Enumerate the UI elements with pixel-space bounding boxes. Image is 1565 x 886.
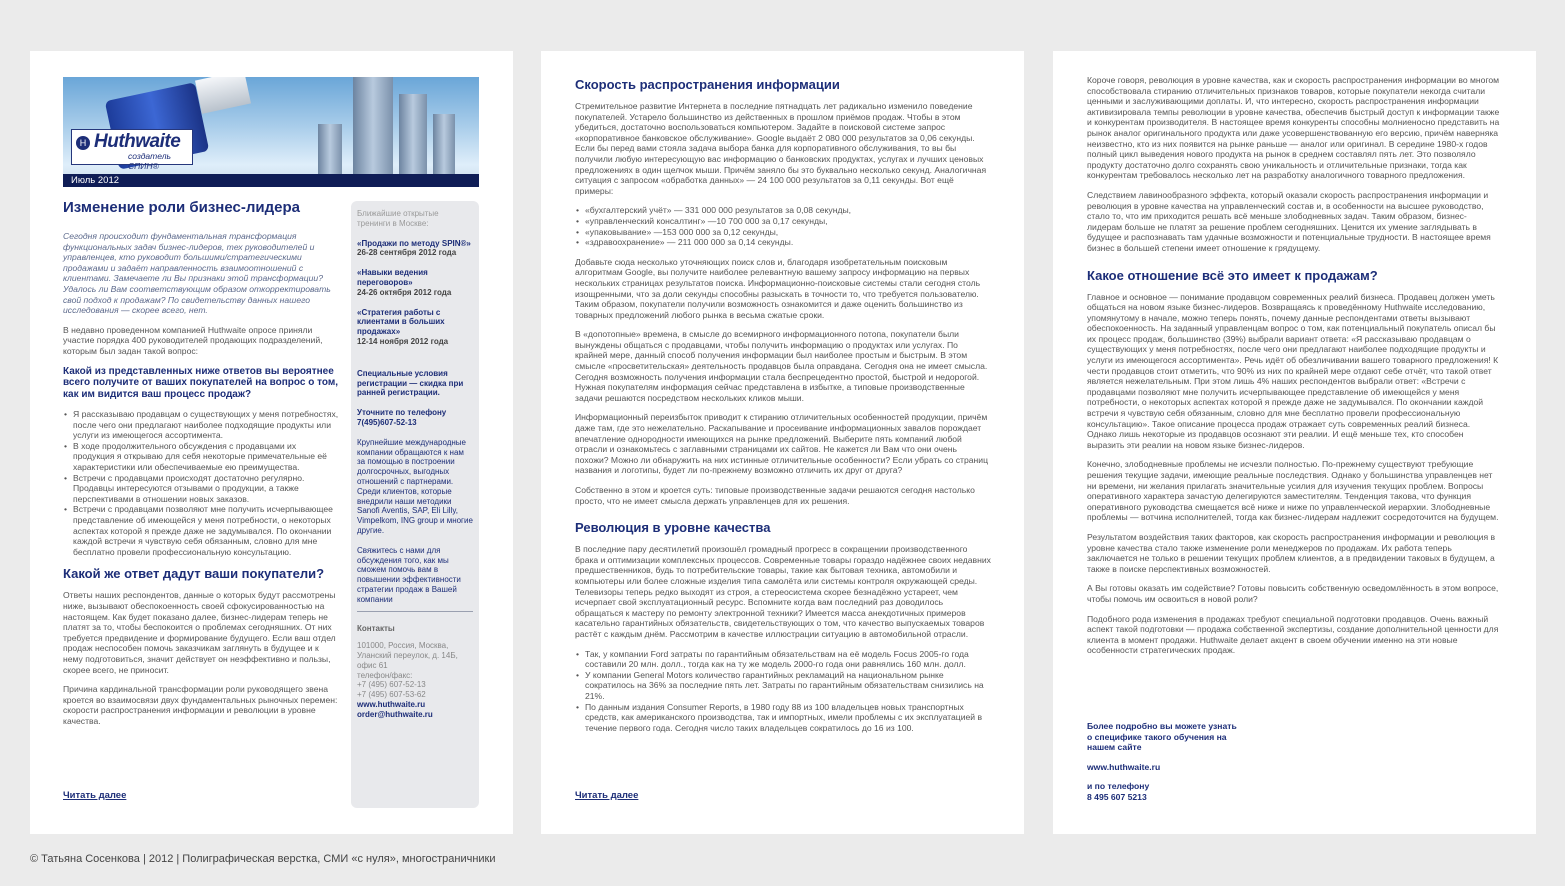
event-item [357, 308, 473, 347]
contact-block [1087, 721, 1237, 812]
newsletter-page-1 [30, 51, 513, 834]
usb-connector-image [195, 77, 251, 114]
main-column [1087, 75, 1501, 665]
list-item: • По данным издания Consumer Reports, в 1980 году 88 из 100 владельцев новых транспортных средств, как американского производства, так и импортных, имели проблемы с их эксплуатацией в течение первого года. Сегодня число таких владельцев сократилось до 16 из 100. [585, 702, 991, 734]
event-name[interactable]: «Стратегия работы с клиентами в больших продажах» [357, 307, 445, 337]
phone-1[interactable]: +7 (495) 607-52-13 [357, 680, 426, 690]
paragraph: Главное и основное — понимание продавцом современных реалий бизнеса. Продавец должен уметь общаться на новом языке бизнес-лидеров. Возвращаясь к проведённому Huthwaite исследованию, упомянутому в начале, можно теперь понять, почему данные респондентами ответы вызывают обеспокоенность. На заданный управленцам вопрос о том, как потенциальный покупатель описал бы их процесс продаж, большинство (39%) выбрали вариант ответа: «Я рассказываю продавцам о существующих у меня потребностях, после чего они предлагают наиболее подходящие продукты и услуги из имеющегося ассортимента». Речь идёт об обезличивании вашего товарного предложения! К чести продавцов стоит отметить, что 90% из них по крайней мере отдают себе отчёт, что такой ответ является нежелательным. При этом лишь 4% наших респондентов выбрали ответ: «Встречи с продавцами позволяют мне получить исчерпывающее представление об имеющейся у меня потребности, о некоторых аспектах которой я прежде даже не задумывался. По окончании каждой встречи я чувствую себя обязанным, словно для мне бесплатно провели профессиональную консультацию». Такое описание процесса продаж отражает суть современных реалий бизнеса. Однако лишь некоторые из продавцов осознают эти реалии. И ещё меньше тех, кто способен выразить эти реалии на новом языке бизнес-лидеров. [1087, 291, 1499, 450]
trainings-sidebar [351, 201, 479, 808]
paragraph: Следствием лавинообразного эффекта, который оказали скорость распространения информации и революция в уровне качества на управленческий состав и, в особенности на высшее руководство, стало то, что им приходится решать всё меньше злободневных задач. Таким образом, бизнес-лидерам больше не платят за решение проблем сегодняшних. Ценится их умение заглядывать в будущее и распознавать там удачные возможности и потенциальные трудности. В настоящее время бизнес в большей степени имеет отношение к грядущему. [1087, 189, 1491, 253]
paragraph: Короче говоря, революция в уровне качества, как и скорость распространения информации во многом способствовала стиранию отличительных признаков товаров, которые покупатели некогда считали ценными и заслуживающими доплаты. И, что интересно, скорость распространения информации активизировала темпы революции в уровне качества, обеспечив быстрый доступ к информации также и конкурентам производителя. В настоящее время конкуренты способны молниеносно представить на рынок аналог оригинального продукта или даже усовершенствованную его версию, причём наверняка неизвестно, кто из них появится на рынке раньше — аналог или оригинал. В середине 1980-х годов полный цикл выведения нового продукта на рынок в среднем составлял пять лет. Это позволяло продукту достаточно долго сохранять свою уникальность и отличительные признаки, тогда как конкурентам требовалось несколько лет на разработку аналогичного товарного предложения. [1087, 75, 1500, 181]
sidebar-intro: Ближайшие открытые тренинги в Москве: [357, 209, 439, 228]
section-heading: Какое отношение всё это имеет к продажам? [1087, 267, 1378, 283]
survey-question: Какой из представленных ниже ответов вы вероятнее всего получите от ваших покупателей на вопрос о том, как им видится ваш процесс продаж? [63, 365, 339, 400]
paragraph: А Вы готовы оказать им содействие? Готовы повысить собственную осведомлённость в этом вопросе, чтобы помочь им освоиться в новой роли? [1087, 583, 1499, 604]
event-date: 24-26 октября 2012 года [357, 287, 452, 297]
event-date: 12-14 ноября 2012 года [357, 336, 449, 346]
paragraph: В недавно проведенном компанией Huthwaite опросе приняли участие порядка 400 руководителей продающих подразделений, которым был задан такой вопрос: [63, 324, 323, 356]
lead-paragraph: Сегодня происходит фундаментальная трансформация функциональных задач бизнес-лидеров, тех руководителей и управленцев, кто руководит большими/стратегическими продажами и задаёт направленность взаимоотношений с клиентами. Замечаете ли Вы признаки этой трансформации? Удалось ли Вам соответствующим образом откорректировать свой подход к продажам? По свидетельству данных нашего исследования — скорее всего, нет. [63, 231, 331, 316]
phone-label: Уточните по телефону [357, 408, 447, 418]
list-item: • У компании General Motors количество гарантийных рекламаций на национальном рынке сократилось на 36% за последние пять лет. Затраты по гарантийным обязательствам снизились на 21%. [585, 670, 991, 702]
list-item: • «бухгалтерский учёт» — 331 000 000 результатов за 0,08 секунды, [585, 205, 991, 216]
paragraph: Информационный переизбыток приводит к стиранию отличительных особенностей продукции, причём даже там, где это нежелательно. Раскапывание и просеивание информационных завалов порождает впечатление однородности имеющихся на рынке предложений. Выберите пять компаний любой отрасли и ознакомьтесь с заглавными страницами их сайтов. Не кажется ли Вам что они очень похожи? Можно ли обнаружить на них истинные отличительные особенности? Если убрать со страниц названия и логотипы, будет ли по-прежнему возможно отличить их друг от друга? [575, 412, 989, 476]
main-column [63, 231, 339, 735]
section-heading: Какой же ответ дадут ваши покупатели? [63, 566, 325, 582]
event-item [357, 268, 473, 297]
event-name[interactable]: «Продажи по методу SPIN®» [357, 238, 471, 248]
list-item: • «здравоохранение» — 211 000 000 за 0,14 секунды. [585, 237, 991, 248]
phone-label: и по телефону [1087, 781, 1150, 792]
list-item: • «управленческий консалтинг» —10 700 000 за 0,17 секунды, [585, 216, 991, 227]
event-name[interactable]: «Навыки ведения переговоров» [357, 268, 428, 287]
section-heading: Революция в уровне качества [575, 520, 771, 536]
quality-examples-list [575, 649, 991, 734]
paragraph: Собственно в этом и кроется суть: типовые производственные задачи решаются сегодня настолько просто, что не имеет смысла держать управленцев для их решения. [575, 485, 975, 506]
paragraph: Ответы наших респондентов, данные о которых будут рассмотрены ниже, вызывают обеспокоенность своей сфокусированностью на настоящем. Как будет показано далее, бизнес-лидерам теперь не платят за то, чтобы беспокоится о проблемах сегодняшних. От них требуется предвидение и формирование будущего. Если ваш отдел продаж неспособен помочь заказчикам заглянуть в будущее и к нему подготовиться, значит действует он неэффективно и пользы, скорее всего, не приносит. [63, 590, 336, 675]
list-item: • Встречи с продавцами происходят достаточно регулярно. Продавцы интересуются отзывами о продукции, а также перспективами в отношении новых заказов. [73, 473, 339, 505]
phone-block [357, 408, 473, 428]
skyscraper-image [318, 124, 342, 174]
contact-cta: Свяжитесь с нами для обсуждения того, как мы сможем помочь вам в повышении эффективности стратегии продаж в Вашей компании [357, 545, 461, 604]
main-column [575, 77, 991, 742]
huthwaite-logo [71, 129, 193, 171]
skyscraper-image [399, 94, 427, 174]
about-clients: Крупнейшие международные компании обращаются к нам за помощью в построении долгосрочных, выгодных отношений с партнерами. Среди клиентов, которые внедрили наши методики Sanofi Aventis, SAP, Eli Lilly, Vimpelkom, ING group и многие другие. [357, 437, 473, 535]
issue-date: Июль 2012 [63, 174, 479, 187]
list-item: • Я рассказываю продавцам о существующих у меня потребностях, после чего они предлагают наиболее подходящие продукты или услуги из имеющегося ассортимента. [73, 409, 339, 441]
phone-number[interactable]: 8 495 607 5213 [1087, 791, 1147, 802]
paragraph: Конечно, злободневные проблемы не исчезли полностью. По-прежнему существуют требующие решения текущие задачи, имеющие реальные последствия. Однако у большинства управленцев нет ни времени, ни желания прилагать значительные усилия для изучения текущих проблем. Вопросы оперативного характера зачастую делегируются заместителям. Тенденция такова, что функция оперативного руководства смещается всё ниже и ниже по управленческой иерархии. Злободневные проблемы — вотчина исполнителей, тогда как бизнес-лидерам надлежит сосредоточится на будущем. [1087, 459, 1499, 523]
newsletter-page-2 [541, 51, 1024, 834]
event-item [357, 239, 473, 259]
email-link[interactable]: order@huthwaite.ru [357, 709, 433, 719]
read-more-link[interactable]: Читать далее [575, 790, 639, 801]
page-title: Изменение роли бизнес-лидера [63, 199, 300, 216]
paragraph: Причина кардинальной трансформации роли руководящего звена кроется во взаимосвязи двух фундаментальных рыночных перемен: скорости распространения информации и революции в уровне качества. [63, 684, 338, 726]
logo-tagline: создатель СПИН® [128, 151, 171, 171]
portfolio-credit: © Татьяна Сосенкова | 2012 | Полиграфическая верстка, СМИ «с нуля», многостраничники [30, 853, 496, 865]
contacts-title: Контакты [357, 623, 395, 633]
event-date: 26-28 сентября 2012 года [357, 248, 457, 258]
special-offer: Специальные условия регистрации — скидка при ранней регистрации. [357, 368, 464, 398]
answers-list [63, 409, 339, 557]
divider [357, 611, 473, 612]
more-info-text: Более подробно вы можете узнать о специфике такого обучения на нашем сайте [1087, 721, 1237, 753]
phone-2[interactable]: +7 (495) 607-53-62 [357, 690, 426, 700]
paragraph: Добавьте сюда несколько уточняющих поиск слов и, благодаря изобретательным поисковым алгоритмам Google, вы получите наиболее релевантную вашему запросу информацию на первых нескольких страницах результатов поиска. Информационно-поисковые системы стали сегодня столь изощренными, что за доли секунды способны разыскать в точности то, что требуется пользователю. Таким образом, покупатели получили возможность ознакомится и даже оценить большинство из товарных предложений любого рынка в весьма сжатые сроки. [575, 256, 981, 320]
contacts-block [357, 641, 473, 719]
phone-fax-label: телефон/факс: [357, 670, 413, 680]
paragraph: В последние пару десятилетий произошёл громадный прогресс в сокращении производственного брака и оптимизации комплексных процессов. Современные товары гораздо надёжнее своих недавних предшественников, будь то потребительские товары, такие как бытовая техника, автомобили и компьютеры или более сложные изделия типа самолёта или системы контроля окружающей среды. Телевизоры теперь редко выходят из строя, а стереосистема скорее безнадёжно устареет, чем исчерпает свой эксплуатационный ресурс. Вспомните когда вам последний раз доводилось обращаться к мастеру по ремонту электронной техники? Имеется масса анекдотичных примеров касательно гарантийных обязательств, свидетельствующих о том, что качество выпускаемых товаров растёт с каждым днём. Рассмотрим в качестве иллюстрации ситуацию в автомобильной отрасли. [575, 544, 991, 639]
skyscraper-image [433, 114, 455, 174]
skyscraper-image [353, 77, 393, 174]
list-item: • Встречи с продавцами позволяют мне получить исчерпывающее представление об имеющейся у меня потребности, о некоторых аспектах которой я прежде даже не задумывался. По окончании каждой встречи я чувствую себя обязанным, словно для мне бесплатно провели профессиональную консультацию. [73, 504, 339, 557]
newsletter-page-3 [1053, 51, 1536, 834]
header-banner [63, 77, 479, 187]
address: 101000, Россия, Москва, Уланский переулок, д. 14Б, офис 61 [357, 641, 458, 670]
paragraph: Стремительное развитие Интернета в последние пятнадцать лет радикально изменило поведение покупателей. Устарело большинство из действенных в прошлом приёмов продаж. Чтобы в этом убедиться, достаточно воспользоваться компьютером. Задайте в поисковой системе запрос «корпоративное банковское обслуживание». Google выдаёт 2 080 000 результатов за 0,06 секунды. Если бы перед вами стояла задача выбора банка для корпоративного обслуживания, то вы бы получили любую интересующую вас информацию о банковских продуктах, услугах и лучших ценовых предложениях в один щелчок мыши. Причём заняло бы это буквально несколько секунд. Аналогичная ситуация с запросом «обработка данных» — 24 100 000 результатов за 0,11 секунды. Вот ещё примеры: [575, 101, 987, 196]
logo-mark-icon: H [76, 136, 90, 150]
phone-number[interactable]: 7(495)607-52-13 [357, 417, 417, 427]
website-link[interactable]: www.huthwaite.ru [357, 700, 426, 710]
paragraph: Подобного рода изменения в продажах требуют специальной подготовки продавцов. Очень важный аспект такой подготовки — продажа собственной экспертизы, создание дополнительной ценности для клиента в момент продажи. Huthwaite делает акцент в своем обучении именно на эти новые особенности стратегических продаж. [1087, 613, 1499, 656]
search-results-list [575, 205, 991, 247]
paragraph: Результатом воздействия таких факторов, как скорость распространения информации и революция в уровне качества стало также изменение роли менеджеров по продажам. Их работа теперь заключается не только в решении текущих проблем клиентов, а в предвидении таковых в будущем, а также в поиске перспективных возможностей. [1087, 531, 1496, 574]
paragraph: В «допотопные» времена, в смысле до всемирного информационного потопа, покупатели были вынуждены общаться с продавцами, чтобы получить информацию о продуктах или услугах. По крайней мере, данный способ получения информации был наиболее простым и быстрым. В этом смысле «просветительская» деятельность продавцов была оправдана. Сегодня она не имеет смысла. Сегодня возможность получения информации стала беспрецедентно простой, быстрой и недорогой. Нужная покупателям информация сейчас представлена в избытке, а типовые производственные задачи решаются посредством нескольких кликов мыши. [575, 329, 988, 403]
read-more-link[interactable]: Читать далее [63, 790, 127, 801]
list-item: • «упаковывание» —153 000 000 за 0,12 секунды, [585, 227, 991, 238]
list-item: • В ходе продолжительного обсуждения с продавцами их продукция я открываю для себя некоторые примечательные её характеристики или обеспечиваемые ею преимущества. [73, 441, 339, 473]
section-heading: Скорость распространения информации [575, 77, 840, 92]
logo-name: Huthwaite [94, 131, 181, 152]
website-link[interactable]: www.huthwaite.ru [1087, 761, 1161, 772]
list-item: • Так, у компании Ford затраты по гарантийным обязательствам на её модель Focus 2005-го года составили 20 млн. долл., тогда как на ту же модель 2000-го года они равнялись 160 млн. долл. [585, 649, 991, 670]
